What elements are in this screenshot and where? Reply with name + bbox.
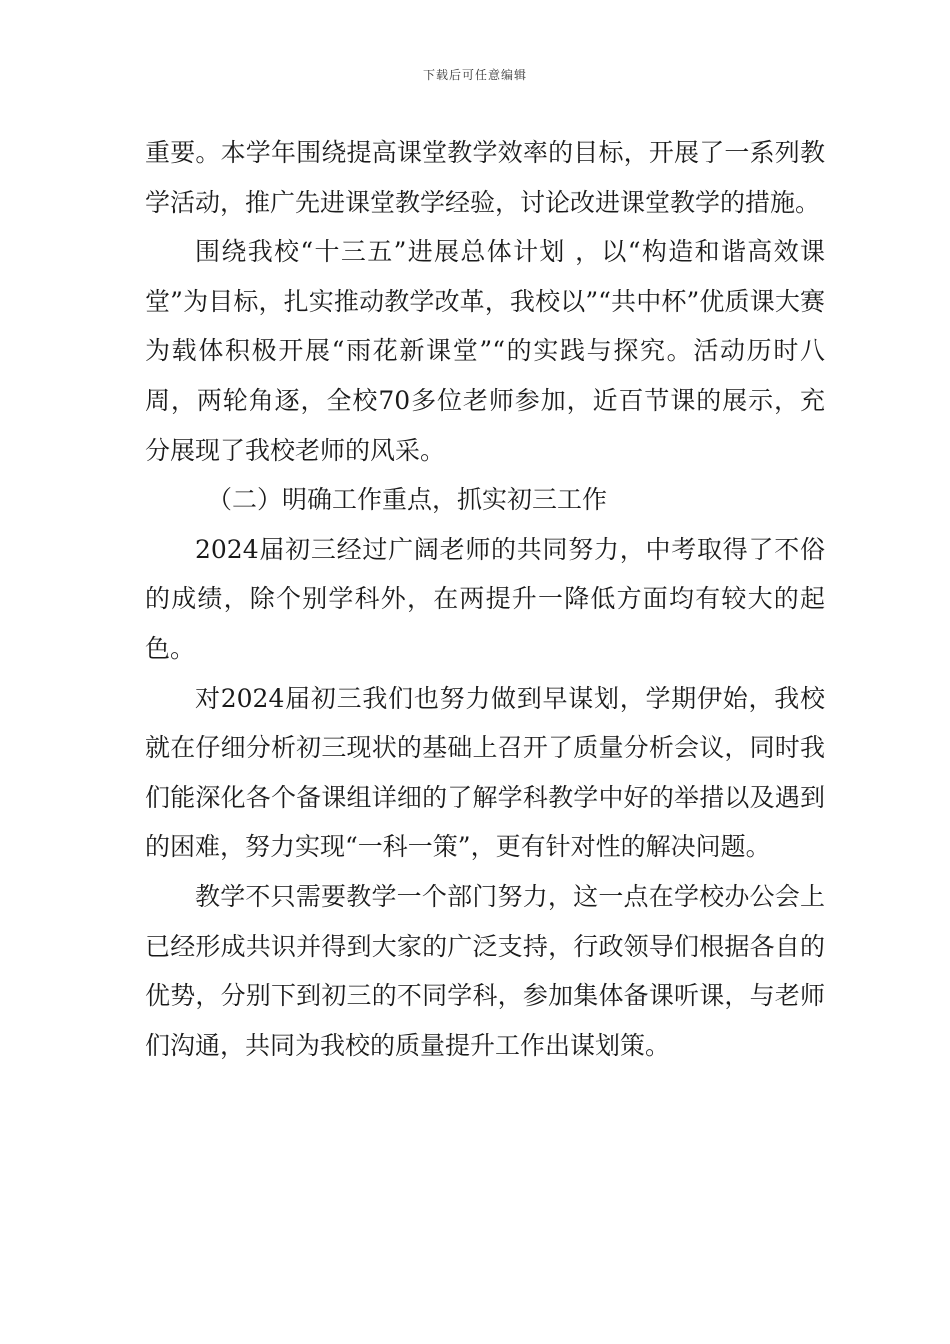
page-header: 下载后可任意编辑 — [422, 68, 527, 82]
paragraph-support: 教学不只需要教学一个部门努力，这一点在学校办公会上已经形成共识并得到大家的广泛支持，行政领导们根据各自的优势，分别下到初三的不同学科，参加集体备课听课，与老师们沟通，共同为我校的质量提升工作出谋划策。 — [145, 881, 825, 1060]
paragraph-continuation: 重要。本学年围绕提高课堂教学效率的目标，开展了一系列教学活动，推广先进课堂教学经验，讨论改进课堂教学的措施。 — [145, 138, 825, 217]
document-body — [145, 128, 825, 1070]
paragraph-plan: 围绕我校“十三五”进展总体计划 ，以“构造和谐高效课堂”为目标，扎实推动教学改革，我校以”“共中杯”优质课大赛为载体积极开展“雨花新课堂”“的实践与探究。活动历时八周，两轮角逐，全校70多位老师参加，近百节课的展示，充分展现了我校老师的风采。 — [145, 237, 825, 465]
paragraph-planning: 对2024届初三我们也努力做到早谋划，学期伊始，我校就在仔细分析初三现状的基础上召开了质量分析会议，同时我们能深化各个备课组详细的了解学科教学中好的举措以及遇到的困难，努力实现“一科一策”，更有针对性的解决问题。 — [145, 683, 825, 862]
section-heading: （二）明确工作重点，抓实初三工作 — [207, 485, 608, 515]
paragraph-exam-results: 2024届初三经过广阔老师的共同努力，中考取得了不俗的成绩，除个别学科外，在两提升一降低方面均有较大的起色。 — [145, 534, 825, 663]
